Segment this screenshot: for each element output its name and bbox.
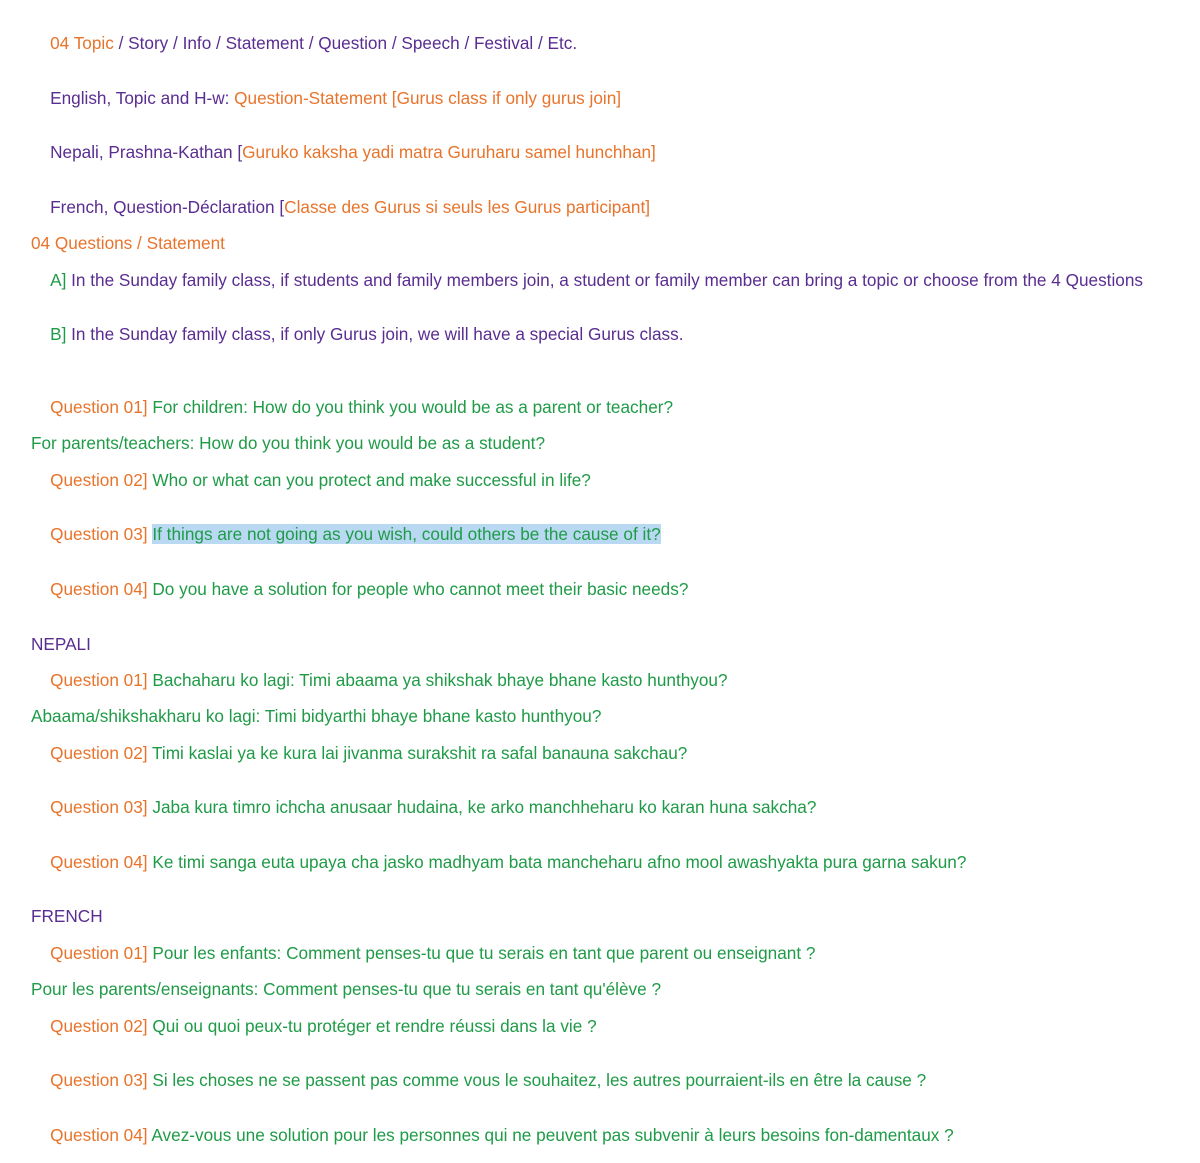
spacer: [31, 617, 1181, 635]
english-question-03: [31, 507, 1181, 562]
questions-statement-heading: 04 Questions / Statement: [31, 233, 225, 254]
english-question-04: [31, 562, 1181, 617]
english-question-01: [31, 380, 1181, 435]
french-question-03: [31, 1053, 1181, 1108]
french-question-04: [31, 1108, 1181, 1163]
nepali-question-01-continued: Abaama/shikshakharu ko lagi: Timi bidyarthi bhaye bhane kasto hunthyou?: [31, 706, 602, 727]
english-question-01-continued: For parents/teachers: How do you think you would be as a student?: [31, 433, 546, 454]
nepali-topic-value: Guruko kaksha yadi matra Guruharu samel hunchhan]: [242, 142, 656, 163]
nepali-heading: NEPALI: [31, 633, 91, 654]
question-label: Question 04]: [50, 851, 148, 872]
english-topic-value: Question-Statement [Gurus class if only gurus join]: [234, 87, 622, 108]
nepali-question-04: [31, 835, 1181, 890]
question-text: Pour les enfants: Comment penses-tu que tu serais en tant que parent ou enseignant ?: [147, 942, 816, 963]
english-question-02: [31, 453, 1181, 508]
question-label: Question 04]: [50, 579, 148, 600]
option-b-label: B]: [50, 324, 67, 345]
question-text: Do you have a solution for people who cannot meet their basic needs?: [147, 579, 689, 600]
nepali-question-01: [31, 653, 1181, 708]
question-text: Si les choses ne se passent pas comme vous le souhaitez, les autres pourraient-ils en être la cause ?: [147, 1070, 927, 1091]
question-text: Bachaharu ko lagi: Timi abaama ya shikshak bhaye bhane kasto hunthyou?: [147, 669, 728, 690]
option-a-text: In the Sunday family class, if students and family members join, a student or family member can bring a topic or choose from the 4 Questions: [66, 269, 1143, 290]
question-label: Question 02]: [50, 742, 148, 763]
question-label: Question 01]: [50, 942, 148, 963]
question-label: Question 04]: [50, 1124, 148, 1145]
nepali-question-03: [31, 780, 1181, 835]
french-topic-value: Classe des Gurus si seuls les Gurus participant]: [284, 197, 651, 218]
document: [31, 16, 1181, 1162]
nepali-topic-line: [31, 125, 1181, 180]
question-text: Qui ou quoi peux-tu protéger et rendre réussi dans la vie ?: [147, 1015, 597, 1036]
question-text: Jaba kura timro ichcha anusaar hudaina, ke arko manchheharu ko karan huna sakcha?: [147, 797, 817, 818]
english-topic-prefix: English, Topic and H-w:: [50, 87, 235, 108]
french-question-01-continued: Pour les parents/enseignants: Comment penses-tu que tu serais en tant qu'élève ?: [31, 979, 662, 1000]
selected-question-text[interactable]: If things are not going as you wish, could others be the cause of it?: [152, 524, 661, 545]
question-text: Timi kaslai ya ke kura lai jivanma surakshit ra safal banauna sakchau?: [147, 742, 688, 763]
question-label: Question 02]: [50, 1015, 148, 1036]
question-label: Question 02]: [50, 469, 148, 490]
english-topic-line: [31, 71, 1181, 126]
option-b: [31, 307, 1181, 362]
question-text: Ke timi sanga euta upaya cha jasko madhyam bata mancheharu afno mool awashyakta pura garna sakun?: [147, 851, 967, 872]
french-question-02: [31, 998, 1181, 1053]
question-text: Who or what can you protect and make successful in life?: [147, 469, 591, 490]
nepali-topic-prefix: Nepali, Prashna-Kathan [: [50, 142, 243, 163]
spacer: [31, 362, 1181, 380]
option-a-label: A]: [50, 269, 67, 290]
nepali-question-02: [31, 726, 1181, 781]
option-a: [31, 253, 1181, 308]
question-text: For children: How do you think you would be as a parent or teacher?: [147, 397, 674, 418]
question-label: Question 03]: [50, 524, 148, 545]
option-b-text: In the Sunday family class, if only Gurus join, we will have a special Gurus class.: [66, 324, 684, 345]
question-text: Avez-vous une solution pour les personnes qui ne peuvent pas subvenir à leurs besoins fon-damentaux ?: [147, 1124, 954, 1145]
question-label: Question 01]: [50, 397, 148, 418]
question-label: Question 03]: [50, 797, 148, 818]
topic-line: [31, 16, 1181, 71]
topic-label: 04 Topic: [50, 33, 114, 54]
spacer: [31, 889, 1181, 907]
question-label: Question 03]: [50, 1070, 148, 1091]
french-question-01: [31, 926, 1181, 981]
french-topic-line: [31, 180, 1181, 235]
question-label: Question 01]: [50, 669, 148, 690]
topic-categories: / Story / Info / Statement / Question / Speech / Festival / Etc.: [113, 33, 578, 54]
french-topic-prefix: French, Question-Déclaration [: [50, 197, 285, 218]
french-heading: FRENCH: [31, 906, 103, 927]
